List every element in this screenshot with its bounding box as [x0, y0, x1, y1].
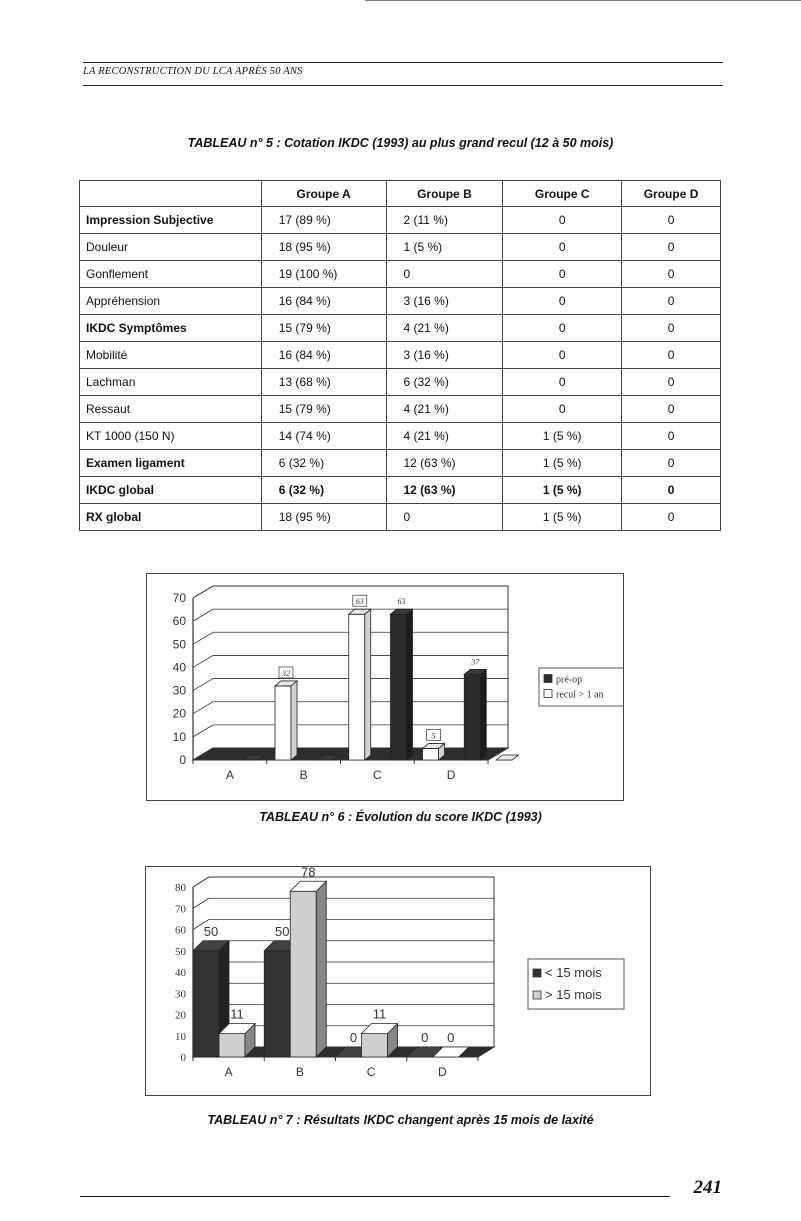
table-cell: 1 (5 %)	[503, 504, 622, 531]
table-cell: 1 (5 %)	[503, 450, 622, 477]
legend-label: recul > 1 an	[556, 689, 604, 701]
table-cell: 17 (89 %)	[261, 207, 386, 234]
bar-side	[480, 669, 486, 760]
y-tick-label: 40	[172, 660, 186, 675]
page-number: 241	[693, 1177, 722, 1198]
table-cell: 0	[622, 261, 721, 288]
running-head: LA RECONSTRUCTION DU LCA APRÈS 50 ANS	[83, 62, 723, 86]
table-header-row	[80, 181, 721, 207]
data-label: 11	[372, 1006, 387, 1022]
table-cell: 15 (79 %)	[261, 315, 386, 342]
table-cell: 0	[503, 288, 622, 315]
y-tick-label: 20	[172, 706, 186, 721]
table-cell: 0	[503, 342, 622, 369]
side-wall-top	[193, 877, 209, 887]
table-cell: 0	[622, 315, 721, 342]
row-label: Impression Subjective	[80, 207, 262, 234]
gridline-side	[193, 725, 213, 737]
x-tick-label: A	[225, 768, 234, 782]
data-label: 63	[355, 597, 364, 607]
y-tick-label: 50	[175, 945, 186, 958]
data-label: 5	[431, 731, 436, 741]
table-cell: 12 (63 %)	[386, 477, 503, 504]
row-label: Appréhension	[80, 288, 262, 315]
chart-ikdc-evolution	[146, 573, 624, 801]
table-cell: 18 (95 %)	[261, 504, 386, 531]
data-label: 32	[282, 668, 290, 678]
table-row	[80, 207, 721, 234]
table-row	[80, 450, 721, 477]
chart-ikdc-laxity	[145, 866, 651, 1096]
table-row	[80, 504, 721, 531]
table-cell: 3 (16 %)	[386, 342, 503, 369]
bar-front	[362, 1034, 388, 1057]
gridline-side	[193, 632, 213, 644]
table-5-caption: TABLEAU n° 5 : Cotation IKDC (1993) au plus grand recul (12 à 50 mois)	[187, 136, 614, 150]
row-label: Ressaut	[80, 396, 262, 423]
table-cell: 15 (79 %)	[261, 396, 386, 423]
header-cell: Groupe B	[386, 181, 503, 207]
gridline-side	[193, 702, 213, 714]
table-6-caption: TABLEAU n° 6 : Évolution du score IKDC (1993)	[259, 810, 542, 824]
chart-6-svg	[147, 574, 623, 800]
bar-side	[316, 881, 326, 1057]
table-cell: 0	[386, 261, 503, 288]
header-cell: Groupe D	[622, 181, 721, 207]
table-cell: 0	[622, 477, 721, 504]
row-label: Gonflement	[80, 261, 262, 288]
table-cell: 0	[622, 450, 721, 477]
gridline-side	[193, 898, 209, 908]
table-cell: 18 (95 %)	[261, 234, 386, 261]
gridline-side	[193, 609, 213, 621]
table-cell: 12 (63 %)	[386, 450, 503, 477]
y-tick-label: 30	[175, 988, 186, 1001]
header-cell: Groupe C	[503, 181, 622, 207]
y-tick-label: 10	[172, 729, 186, 744]
bar-side	[291, 681, 297, 760]
table-row	[80, 369, 721, 396]
x-tick-label: C	[366, 1065, 376, 1079]
table-cell: 6 (32 %)	[261, 450, 386, 477]
y-tick-label: 60	[172, 614, 186, 629]
bar-front	[275, 686, 291, 760]
table-cell: 0	[386, 504, 503, 531]
chart-7-svg	[146, 867, 650, 1095]
bar-top	[496, 755, 518, 760]
x-tick-label: B	[295, 1065, 304, 1079]
legend-label: > 15 mois	[545, 987, 602, 1002]
table-cell: 6 (32 %)	[261, 477, 386, 504]
x-tick-label: D	[446, 768, 456, 782]
data-label: 0	[349, 1030, 358, 1045]
y-tick-label: 0	[180, 1052, 186, 1064]
bar-front	[219, 1034, 245, 1057]
gridline-side	[193, 679, 213, 691]
table-cell: 2 (11 %)	[386, 207, 503, 234]
table-cell: 1 (5 %)	[503, 477, 622, 504]
x-tick-label: B	[299, 768, 308, 782]
table-cell: 0	[622, 288, 721, 315]
table-cell: 0	[622, 234, 721, 261]
table-cell: 16 (84 %)	[261, 288, 386, 315]
table-cell: 4 (21 %)	[386, 315, 503, 342]
row-label: Douleur	[80, 234, 262, 261]
table-cell: 4 (21 %)	[386, 423, 503, 450]
table-cell: 1 (5 %)	[503, 423, 622, 450]
table-row	[80, 288, 721, 315]
table-row	[80, 234, 721, 261]
table-row	[80, 261, 721, 288]
data-label: 37	[471, 657, 480, 667]
row-label: Mobilité	[80, 342, 262, 369]
data-label: 11	[230, 1006, 244, 1022]
bar-front	[464, 674, 480, 760]
data-label: 0	[421, 1030, 429, 1045]
table-cell: 3 (16 %)	[386, 288, 503, 315]
table-cell: 14 (74 %)	[261, 423, 386, 450]
legend-label: pré-op	[556, 674, 583, 686]
data-label: 63	[397, 597, 406, 607]
row-label: Lachman	[80, 369, 262, 396]
table-cell: 0	[503, 207, 622, 234]
table-row	[80, 477, 721, 504]
legend-swatch	[533, 991, 541, 999]
table-body	[80, 207, 721, 531]
table-row	[80, 396, 721, 423]
bar-front	[423, 748, 439, 760]
table-7-caption: TABLEAU n° 7 : Résultats IKDC changent après 15 mois de laxité	[207, 1113, 594, 1127]
footer-rule	[80, 1196, 670, 1197]
table-cell: 0	[622, 369, 721, 396]
table-cell: 19 (100 %)	[261, 261, 386, 288]
y-tick-label: 50	[172, 637, 186, 652]
data-label: 50	[275, 923, 290, 939]
bar-front	[349, 614, 365, 760]
gridline-side	[193, 655, 213, 667]
table-cell: 0	[622, 423, 721, 450]
x-tick-label: D	[438, 1065, 447, 1079]
table-cell: 0	[622, 396, 721, 423]
y-tick-label: 30	[172, 683, 186, 698]
table-cell: 0	[622, 504, 721, 531]
table-row	[80, 423, 721, 450]
data-label: 50	[203, 923, 219, 939]
row-label: RX global	[80, 504, 262, 531]
data-label: 0	[447, 1030, 455, 1045]
y-tick-label: 80	[175, 882, 186, 894]
row-label: Examen ligament	[80, 450, 262, 477]
legend-label: < 15 mois	[545, 965, 602, 980]
bar-side	[407, 609, 413, 760]
table-cell: 0	[503, 369, 622, 396]
bar-front	[290, 891, 316, 1057]
table-row	[80, 315, 721, 342]
x-tick-label: C	[373, 768, 382, 782]
ikdc-table	[79, 180, 721, 531]
top-rule	[365, 0, 801, 1]
bar-front	[391, 614, 407, 760]
bar-front	[264, 951, 290, 1057]
table-cell: 0	[622, 342, 721, 369]
y-tick-label: 0	[179, 753, 186, 767]
y-tick-label: 20	[175, 1009, 186, 1022]
header-cell: Groupe A	[261, 181, 386, 207]
legend-swatch	[533, 969, 541, 977]
table-cell: 0	[622, 207, 721, 234]
row-label: KT 1000 (150 N)	[80, 423, 262, 450]
data-label: 78	[301, 867, 316, 880]
legend-swatch	[544, 675, 552, 683]
table-row	[80, 342, 721, 369]
bar-side	[365, 609, 371, 760]
table-cell: 1 (5 %)	[386, 234, 503, 261]
x-tick-label: A	[224, 1065, 233, 1079]
row-label: IKDC global	[80, 477, 262, 504]
y-tick-label: 70	[175, 903, 186, 916]
table-cell: 0	[503, 234, 622, 261]
table-cell: 13 (68 %)	[261, 369, 386, 396]
header-cell	[80, 181, 262, 207]
table-cell: 0	[503, 261, 622, 288]
table-cell: 0	[503, 315, 622, 342]
side-wall-top	[193, 586, 213, 598]
table-cell: 16 (84 %)	[261, 342, 386, 369]
legend-swatch	[544, 690, 552, 698]
row-label: IKDC Symptômes	[80, 315, 262, 342]
bar-front	[193, 951, 219, 1057]
table-cell: 6 (32 %)	[386, 369, 503, 396]
y-tick-label: 60	[175, 924, 186, 937]
y-tick-label: 40	[175, 967, 186, 979]
table-cell: 0	[503, 396, 622, 423]
y-tick-label: 70	[172, 591, 186, 605]
table-cell: 4 (21 %)	[386, 396, 503, 423]
y-tick-label: 10	[175, 1030, 186, 1043]
